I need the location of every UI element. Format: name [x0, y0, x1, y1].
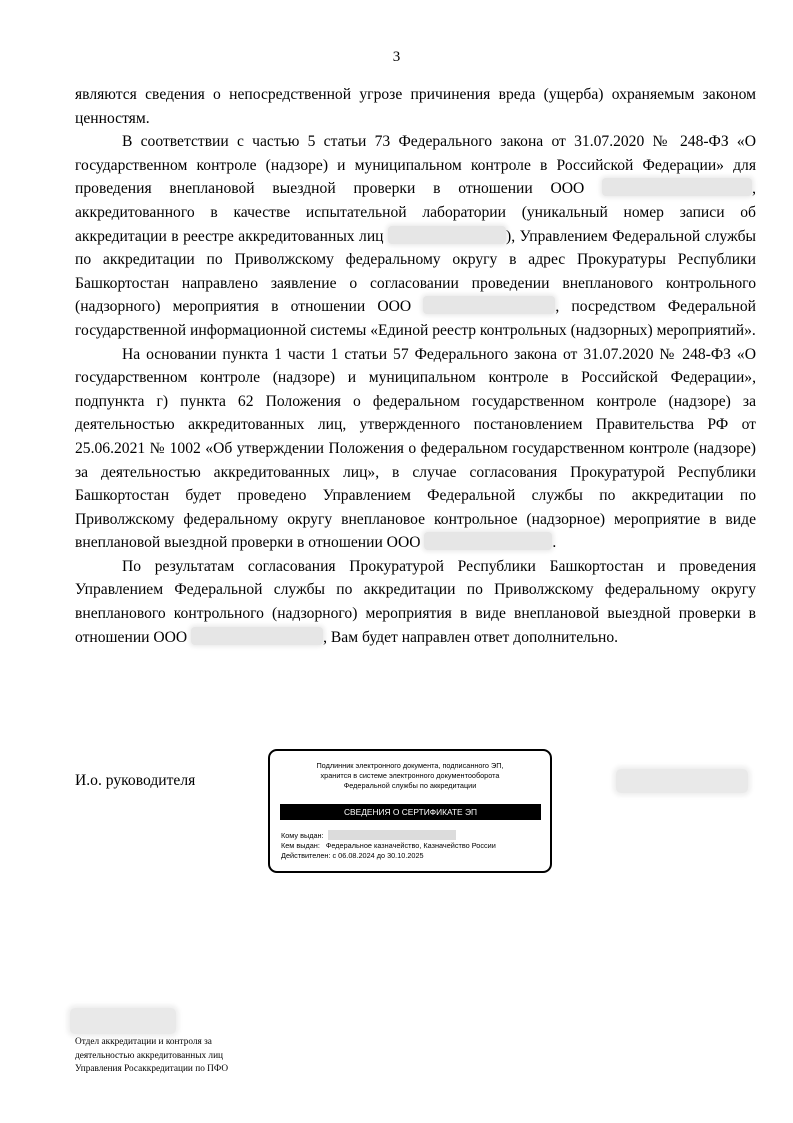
paragraph-1-text: являются сведения о непосредственной угрозе причинения вреда (ущерба) охраняемым законом ценностям.: [75, 86, 756, 127]
letter-body: [75, 83, 756, 649]
paragraph-2-text-2: , аккредитованного в качестве испытательной лаборатории (уникальный номер записи об аккредитации в реестре аккредитованных лиц: [75, 180, 756, 245]
paragraph-3: [75, 343, 756, 555]
paragraph-3-text-1: На основании пункта 1 части 1 статьи 57 Федерального закона от 31.07.2020 № 248-ФЗ «О государственном контроле (надзоре) и муниципальном контроле в Российской Федерации», подпункта г) пункта 62 Положения о федеральном государственном контроле (надзоре) за деятельностью аккредитованных лиц, утвержденного постановлением Правительства РФ от 25.06.2021 № 1002 «Об утверждении Положения о федеральном государственном контроле (надзоре) за деятельностью аккредитованных лиц», в случае согласования Прокуратурой Республики Башкортостан будет проведено Управлением Федеральной службы по аккредитации по Приволжскому федеральному округу внеплановое контрольное (надзорное) мероприятие в виде внеплановой выездной проверки в отношении ООО: [75, 345, 756, 552]
valid-row: [281, 851, 496, 861]
redacted-accreditation-number: [388, 226, 506, 244]
redacted-executor-name: [70, 1008, 176, 1034]
paragraph-2-text-4: , посредством Федеральной государственной информационной системы «Единой реестр контрольных (надзорных) мероприятий».: [75, 298, 756, 339]
stamp-header: [270, 761, 550, 791]
certificate-details: [281, 830, 496, 861]
paragraph-2: [75, 130, 756, 342]
issued-by-value: Федеральное казначейство, Казначейство России: [325, 841, 496, 850]
electronic-signature-stamp: [268, 749, 552, 873]
paragraph-4-text-2: , Вам будет направлен ответ дополнительно.: [323, 628, 619, 646]
paragraph-2-text-3: ), Управлением Федеральной службы по аккредитации по Приволжскому федеральному округу в адрес Прокуратуры Республики Башкортостан направлено заявление о согласовании проведении внепланового контрольного (надзорного) мероприятия в отношении ООО: [75, 227, 756, 316]
paragraph-2-text-1: В соответствии с частью 5 статьи 73 Федерального закона от 31.07.2020 № 248-ФЗ «О государственном контроле (надзоре) и муниципальном контроле в Российской Федерации» для проведения внеплановой выездной проверки в отношении ООО: [75, 133, 756, 198]
signer-title: И.о. руководителя: [75, 772, 196, 789]
executor-line-3: Управления Росаккредитации по ПФО: [75, 1064, 229, 1074]
paragraph-4-text-1: По результатам согласования Прокуратурой Республики Башкортостан и проведения Управлением Федеральной службы по аккредитации по Приволжскому федеральному округу внепланового контрольного (надзорного) мероприятия в виде внеплановой выездной проверки в отношении ООО: [75, 557, 756, 646]
issued-to-row: [281, 830, 496, 841]
valid-value: с 06.08.2024 до 30.10.2025: [332, 851, 424, 860]
executor-department: [75, 1036, 228, 1077]
issued-to-label: Кому выдан:: [281, 831, 324, 840]
redacted-company-name: [602, 178, 752, 196]
valid-label: Действителен:: [281, 851, 331, 860]
redacted-company-name: [191, 627, 323, 645]
stamp-header-line-3: Федеральной службы по аккредитации: [343, 781, 477, 790]
redacted-issued-to: [328, 830, 456, 840]
paragraph-3-text-2: .: [552, 534, 557, 552]
executor-line-2: деятельностью аккредитованных лиц: [75, 1050, 224, 1061]
redacted-company-name: [423, 296, 555, 314]
issued-by-label: Кем выдан:: [281, 841, 320, 850]
stamp-header-line-2: хранится в системе электронного документооборота: [320, 771, 500, 780]
redacted-signer-name: [616, 769, 748, 793]
executor-line-1: Отдел аккредитации и контроля за: [75, 1037, 212, 1047]
certificate-info-bar: СВЕДЕНИЯ О СЕРТИФИКАТЕ ЭП: [280, 804, 541, 820]
issued-by-row: [281, 841, 496, 851]
redacted-company-name: [424, 532, 552, 550]
paragraph-1: [75, 83, 756, 130]
paragraph-4: [75, 555, 756, 649]
page-number: 3: [392, 49, 401, 65]
stamp-header-line-1: Подлинник электронного документа, подписанного ЭП,: [316, 761, 504, 770]
